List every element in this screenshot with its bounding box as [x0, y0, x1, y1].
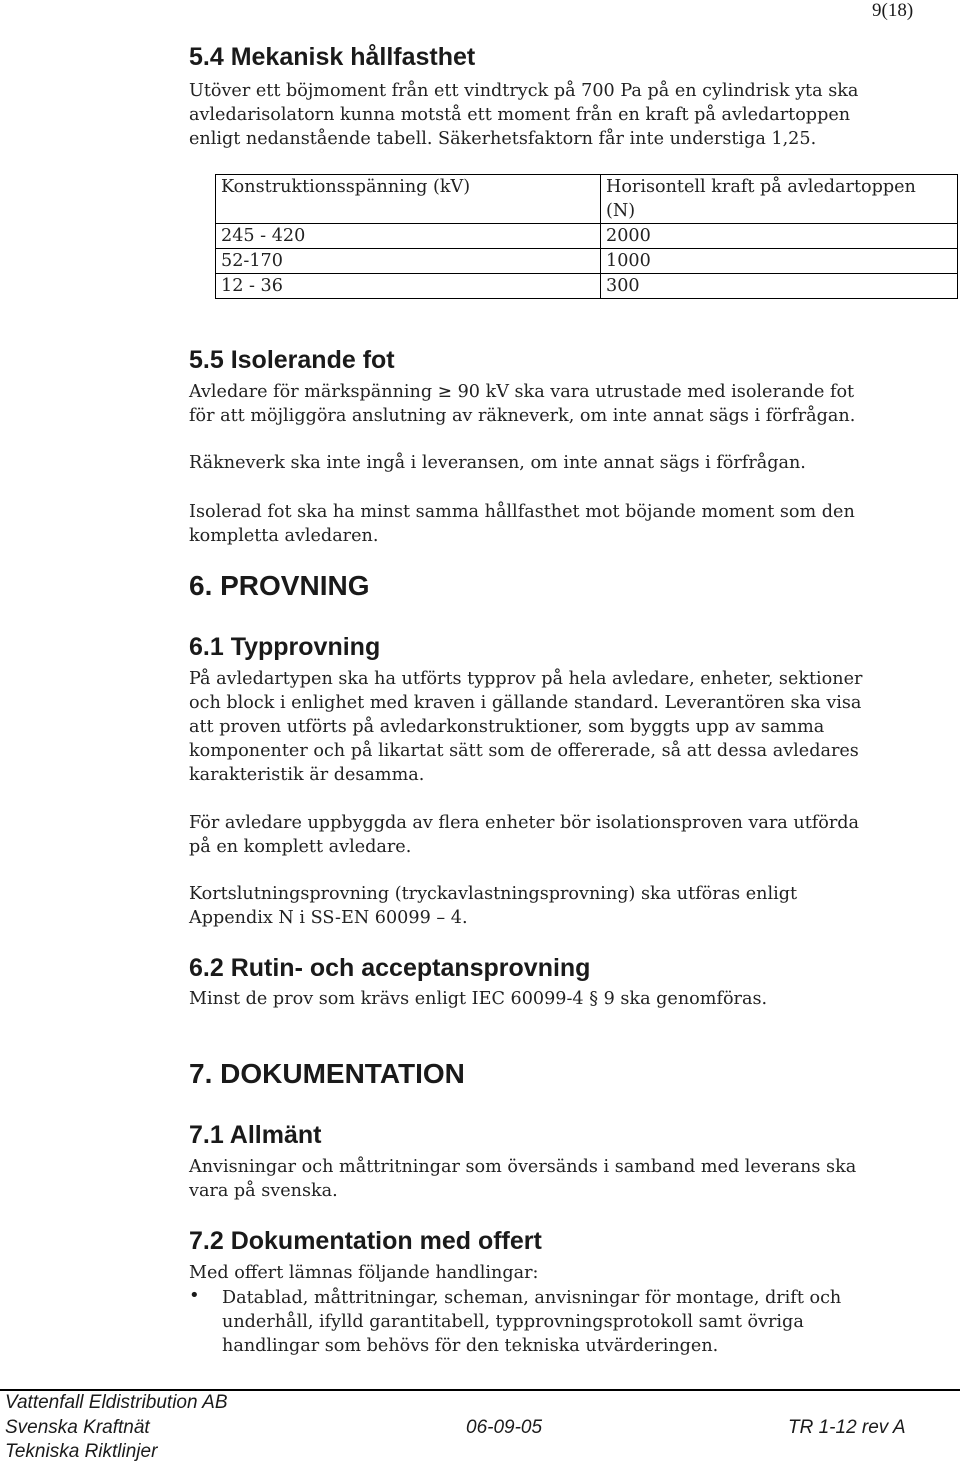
text-line: och block i enlighet med kraven i gällande standard. Leverantören ska visa	[189, 693, 862, 713]
bullet-list-item	[222, 1286, 952, 1358]
force-table	[215, 174, 958, 299]
text-line: På avledartypen ska ha utförts typprov på hela avledare, enheter, sektioner	[189, 669, 863, 689]
text-fragment: Avledare för märkspänning	[189, 382, 433, 402]
text-line: Med offert lämnas följande handlingar:	[189, 1263, 539, 1283]
table-cell-force: 1000	[601, 249, 958, 274]
section-title-7-1: 7.1 Allmänt	[189, 1121, 322, 1149]
paragraph-5-5-2	[189, 451, 949, 475]
footer-doc-ref: TR 1-12 rev A	[788, 1417, 906, 1438]
table-cell-voltage: 52-170	[216, 249, 601, 274]
footer-org-1: Vattenfall Eldistribution AB	[5, 1392, 228, 1413]
text-line: vara på svenska.	[189, 1181, 338, 1201]
text-line: För avledare uppbyggda av flera enheter bör isolationsproven vara utförda	[189, 813, 860, 833]
text-line: på en komplett avledare.	[189, 837, 412, 857]
text-line: att proven utförts på avledarkonstruktioner, som byggts upp av samma	[189, 717, 825, 737]
text-line: Isolerad fot ska ha minst samma hållfasthet mot böjande moment som den	[189, 502, 855, 522]
table-header-line: Horisontell kraft på avledartoppen	[606, 177, 916, 197]
table-row	[216, 274, 958, 299]
paragraph-7-2-intro	[189, 1261, 949, 1285]
section-title-6-1: 6.1 Typprovning	[189, 633, 381, 661]
text-line: Appendix N i SS-EN 60099 – 4.	[189, 908, 468, 928]
table-row	[216, 249, 958, 274]
text-line: Utöver ett böjmoment från ett vindtryck på 700 Pa på en cylindrisk yta ska	[189, 81, 859, 101]
text-line: handlingar som behövs för den tekniska utvärderingen.	[222, 1336, 719, 1356]
text-line: kompletta avledaren.	[189, 526, 379, 546]
text-line: Minst de prov som krävs enligt IEC 60099-4 § 9 ska genomföras.	[189, 989, 768, 1009]
paragraph-5-4	[189, 79, 949, 151]
section-title-5-5: 5.5 Isolerande fot	[189, 346, 395, 374]
bullet-icon: •	[189, 1285, 200, 1306]
section-title-5-4: 5.4 Mekanisk hållfasthet	[189, 43, 476, 71]
text-line: karakteristik är desamma.	[189, 765, 425, 785]
greater-or-equal-symbol: ≥	[437, 382, 452, 402]
paragraph-6-1-2	[189, 811, 949, 859]
table-row	[216, 224, 958, 249]
text-line: Datablad, måttritningar, scheman, anvisningar för montage, drift och	[222, 1288, 842, 1308]
table-cell-force: 2000	[601, 224, 958, 249]
section-title-7-2: 7.2 Dokumentation med offert	[189, 1227, 542, 1255]
section-title-7: 7. DOKUMENTATION	[189, 1058, 465, 1089]
paragraph-6-1-3	[189, 882, 949, 930]
text-line	[189, 380, 949, 404]
footer-org-3: Tekniska Riktlinjer	[5, 1441, 158, 1462]
text-line: Kortslutningsprovning (tryckavlastningsprovning) ska utföras enligt	[189, 884, 798, 904]
text-fragment: 90 kV ska vara utrustade med isolerande fot	[457, 382, 855, 402]
footer-date: 06-09-05	[466, 1417, 543, 1438]
table-header-row	[216, 175, 958, 224]
text-line: enligt nedanstående tabell. Säkerhetsfaktorn får inte understiga 1,25.	[189, 129, 817, 149]
footer-org-2: Svenska Kraftnät	[5, 1417, 150, 1438]
text-line: avledarisolatorn kunna motstå ett moment från en kraft på avledartoppen	[189, 105, 851, 125]
paragraph-6-2	[189, 987, 949, 1011]
paragraph-7-1	[189, 1155, 949, 1203]
paragraph-5-5-3	[189, 500, 949, 548]
paragraph-5-5-1	[189, 380, 949, 428]
table-cell-voltage: 245 - 420	[216, 224, 601, 249]
text-line: för att möjliggöra anslutning av räkneverk, om inte annat sägs i förfrågan.	[189, 406, 856, 426]
table-cell-force: 300	[601, 274, 958, 299]
page-number: 9(18)	[872, 0, 914, 21]
text-line: underhåll, ifylld garantitabell, typprovningsprotokoll samt övriga	[222, 1312, 804, 1332]
table-header-line: (N)	[606, 201, 636, 221]
text-line: Anvisningar och måttritningar som översänds i samband med leverans ska	[189, 1157, 857, 1177]
table-header-cell	[601, 175, 958, 224]
section-title-6: 6. PROVNING	[189, 570, 370, 601]
table-cell-voltage: 12 - 36	[216, 274, 601, 299]
paragraph-6-1-1	[189, 667, 949, 787]
text-line: Räkneverk ska inte ingå i leveransen, om inte annat sägs i förfrågan.	[189, 453, 806, 473]
section-title-6-2: 6.2 Rutin- och acceptansprovning	[189, 954, 591, 982]
text-line: komponenter och på likartat sätt som de offererade, så att dessa avledares	[189, 741, 859, 761]
table-header-cell: Konstruktionsspänning (kV)	[216, 175, 601, 224]
